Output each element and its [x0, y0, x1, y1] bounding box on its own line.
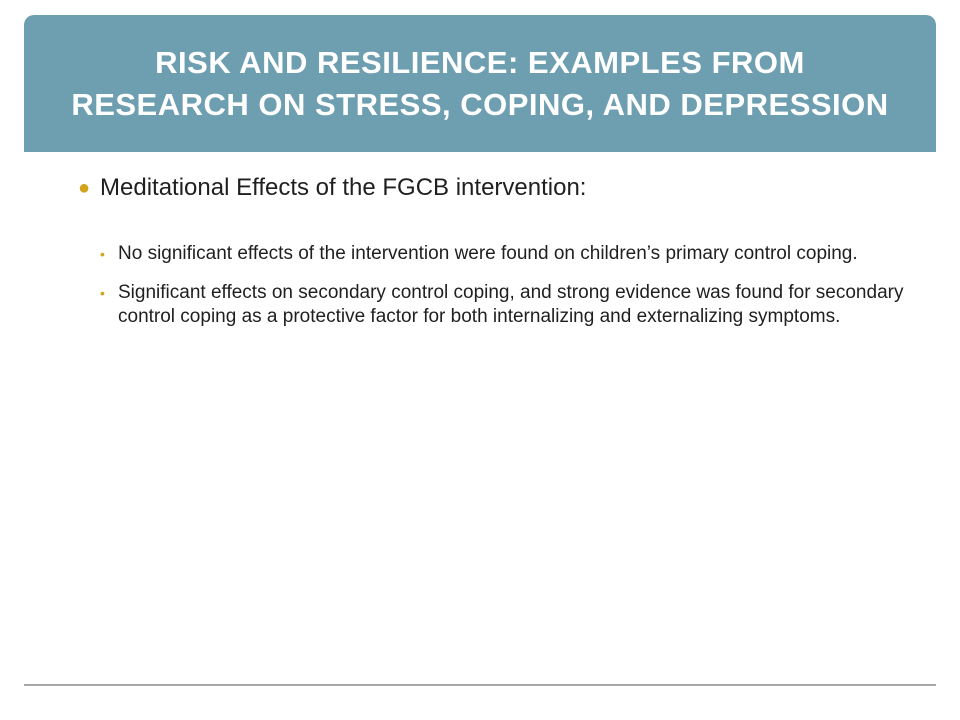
bullet-dot-icon: ●	[78, 177, 91, 199]
sub-bullet-item	[100, 242, 908, 266]
sub-bullet-dot-icon: •	[100, 285, 105, 301]
slide-title: RISK AND RESILIENCE: EXAMPLES FROM RESEARCH ON STRESS, COPING, AND DEPRESSION	[71, 44, 889, 122]
sub-bullet-text: Significant effects on secondary control coping, and strong evidence was found for secondary control coping as a protective factor for both internalizing and externalizing symptoms.	[118, 282, 904, 327]
sub-bullet-list	[100, 242, 908, 329]
title-bar	[24, 15, 936, 152]
sub-bullet-text: No significant effects of the intervention were found on children’s primary control coping.	[118, 243, 858, 264]
bullet-main	[78, 172, 908, 204]
sub-bullet-item	[100, 281, 908, 329]
sub-bullet-dot-icon: •	[100, 246, 105, 262]
bullet-main-text: Meditational Effects of the FGCB intervention:	[100, 174, 587, 201]
slide-content	[78, 172, 908, 344]
footer-divider	[24, 684, 936, 686]
